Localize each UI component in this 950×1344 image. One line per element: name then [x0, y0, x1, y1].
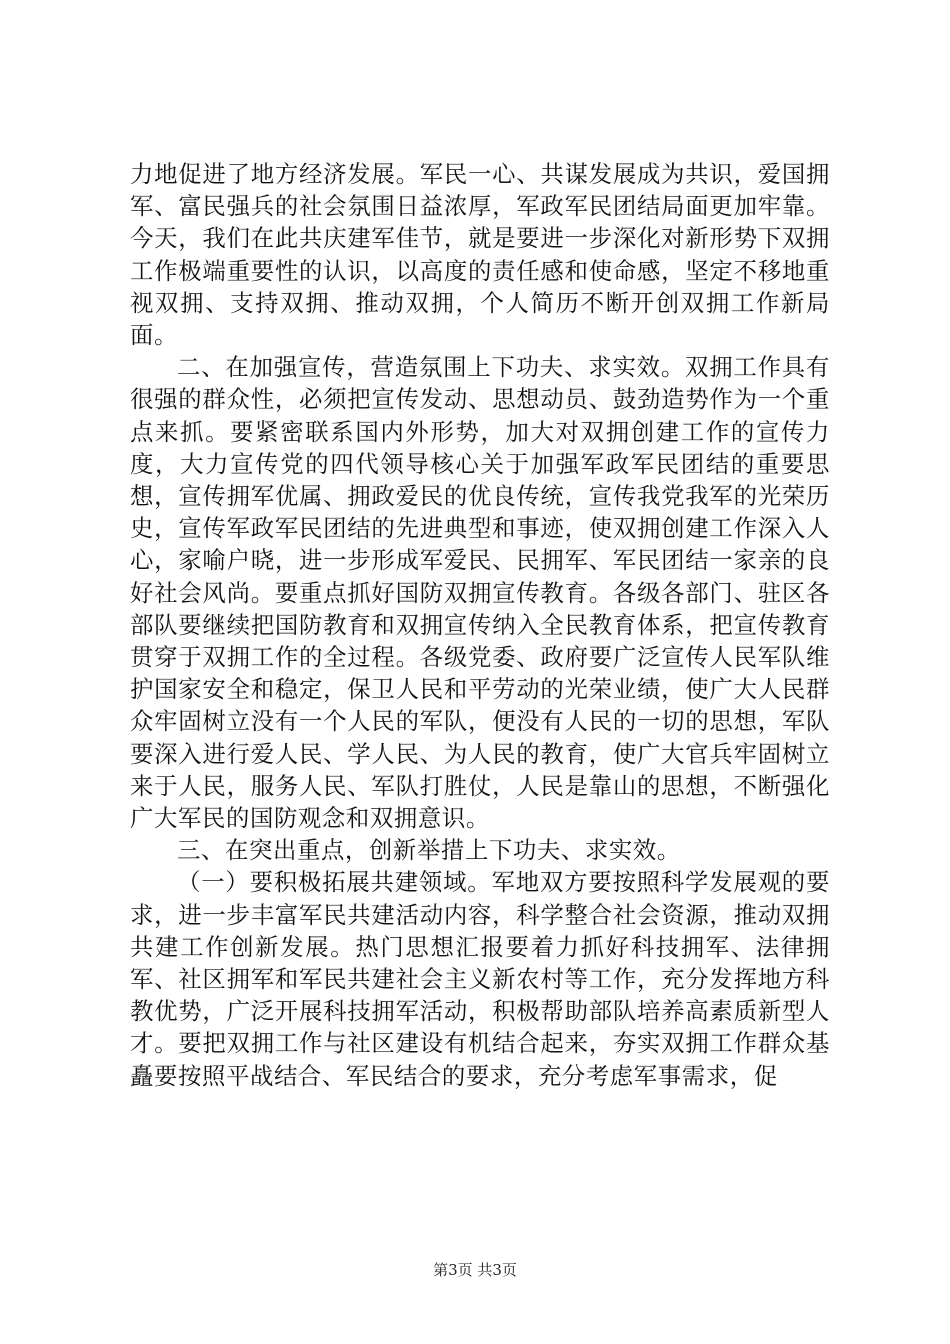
- paragraph-3: 三、在突出重点，创新举措上下功夫、求实效。: [177, 836, 681, 865]
- document-body: [130, 158, 830, 1092]
- paragraph-1: 力地促进了地方经济发展。军民一心、共谋发展成为共识，爱国拥军、富民强兵的社会氛围日益浓厚，军政军民团结局面更加牢靠。今天，我们在此共庆建军佳节，就是要进一步深化对新形势下双拥工作极端重要性的认识，以高度的责任感和使命感，坚定不移地重视双拥、支持双拥、推动双拥，个人简历不断开创双拥工作新局面。: [130, 160, 830, 350]
- paragraph-4: （一）要积极拓展共建领域。军地双方要按照科学发展观的要求，进一步丰富军民共建活动内容，科学整合社会资源，推动双拥共建工作创新发展。热门思想汇报要着力抓好科技拥军、法律拥军、社区拥军和军民共建社会主义新农村等工作，充分发挥地方科教优势，广泛开展科技拥军活动，积极帮助部队培养高素质新型人才。要把双拥工作与社区建设有机结合起来，夯实双拥工作群众基矗要按照平战结合、军民结合的要求，充分考虑军事需求，促: [130, 868, 830, 1090]
- paragraph-2: 二、在加强宣传，营造氛围上下功夫、求实效。双拥工作具有很强的群众性，必须把宣传发动、思想动员、鼓劲造势作为一个重点来抓。要紧密联系国内外形势，加大对双拥创建工作的宣传力度，大力宣传党的四代领导核心关于加强军政军民团结的重要思想，宣传拥军优属、拥政爱民的优良传统，宣传我党我军的光荣历史，宣传军政军民团结的先进典型和事迹，使双拥创建工作深入人心，家喻户晓，进一步形成军爱民、民拥军、军民团结一家亲的良好社会风尚。要重点抓好国防双拥宣传教育。各级各部门、驻区各部队要继续把国防教育和双拥宣传纳入全民教育体系，把宣传教育贯穿于双拥工作的全过程。各级党委、政府要广泛宣传人民军队维护国家安全和稳定，保卫人民和平劳动的光荣业绩，使广大人民群众牢固树立没有一个人民的军队，便没有人民的一切的思想，军队要深入进行爱人民、学人民、为人民的教育，使广大官兵牢固树立来于人民，服务人民、军队打胜仗，人民是靠山的思想，不断强化广大军民的国防观念和双拥意识。: [130, 353, 830, 833]
- page-footer: [0, 1260, 950, 1280]
- page-number-label: 第3页 共3页: [433, 1261, 517, 1279]
